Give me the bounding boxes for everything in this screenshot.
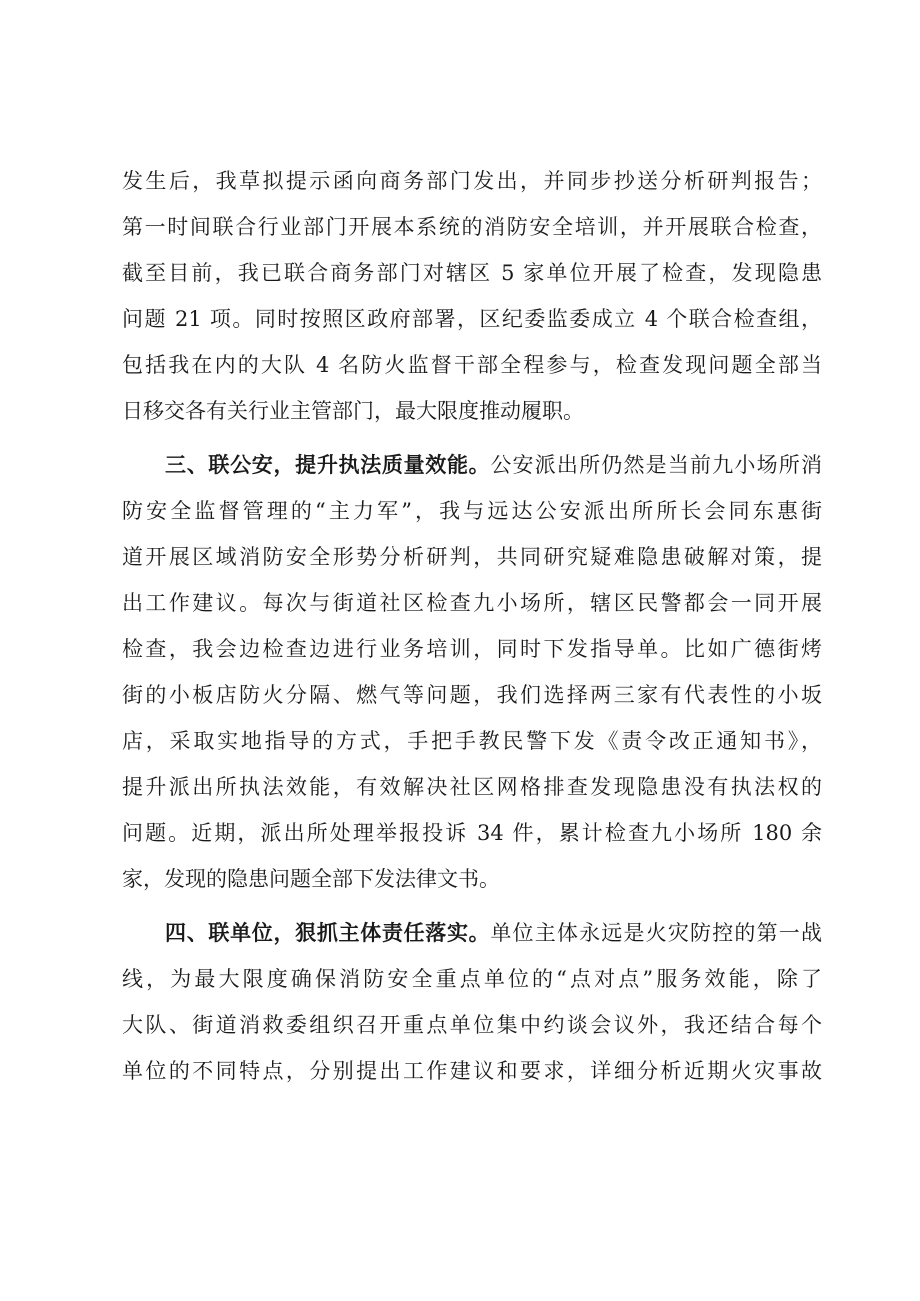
text-line: 道开展区域消防安全形势分析研判，共同研究疑难隐患破解对策，提 — [122, 545, 822, 569]
text-line: 家，发现的隐患问题全部下发法律文书。 — [122, 867, 500, 891]
text-line: 大队、街道消救委组织召开重点单位集中约谈会议外，我还结合每个 — [122, 1013, 822, 1037]
text-line: 截至目前，我已联合商务部门对辖区 5 家单位开展了检查，发现隐患 — [122, 261, 822, 285]
document-body — [122, 158, 822, 1094]
text-line: 检查，我会边检查边进行业务培训，同时下发指导单。比如广德街烤 — [122, 637, 822, 661]
paragraph-spacer — [122, 902, 822, 910]
paragraph-3 — [122, 910, 822, 1094]
text-run: 公安派出所仍然是当前九小场所消 — [490, 453, 822, 477]
text-line: 街的小板店防火分隔、燃气等问题，我们选择两三家有代表性的小坂 — [122, 683, 822, 707]
text-line: 线，为最大限度确保消防安全重点单位的“点对点”服务效能，除了 — [122, 967, 822, 991]
text-line: 提升派出所执法效能，有效解决社区网格排查发现隐患没有执法权的 — [122, 775, 822, 799]
text-line: 防安全监督管理的“主力军”，我与远达公安派出所所长会同东惠街 — [122, 499, 822, 523]
paragraph-spacer — [122, 434, 822, 442]
paragraph-1 — [122, 158, 822, 434]
text-line — [122, 442, 822, 488]
paragraph-2 — [122, 442, 822, 902]
text-line: 店，采取实地指导的方式，手把手教民警下发《责令改正通知书》， — [122, 729, 822, 753]
text-line: 问题。近期，派出所处理举报投诉 34 件，累计检查九小场所 180 余 — [122, 821, 822, 845]
text-line: 出工作建议。每次与街道社区检查九小场所，辖区民警都会一同开展 — [122, 591, 822, 615]
text-line: 日移交各有关行业主管部门，最大限度推动履职。 — [122, 399, 584, 423]
text-line — [122, 910, 822, 956]
text-run: 单位主体永远是火灾防控的第一战 — [490, 921, 822, 945]
text-line: 发生后，我草拟提示函向商务部门发出，并同步抄送分析研判报告； — [122, 169, 822, 193]
text-line: 单位的不同特点，分别提出工作建议和要求，详细分析近期火灾事故 — [122, 1059, 822, 1083]
text-line: 包括我在内的大队 4 名防火监督干部全程参与，检查发现问题全部当 — [122, 353, 822, 377]
text-line: 第一时间联合行业部门开展本系统的消防安全培训，并开展联合检查， — [122, 215, 822, 239]
section-heading-4: 四、联单位，狠抓主体责任落实。 — [165, 921, 491, 945]
text-line: 问题 21 项。同时按照区政府部署，区纪委监委成立 4 个联合检查组， — [122, 307, 822, 331]
section-heading-3: 三、联公安，提升执法质量效能。 — [165, 453, 491, 477]
